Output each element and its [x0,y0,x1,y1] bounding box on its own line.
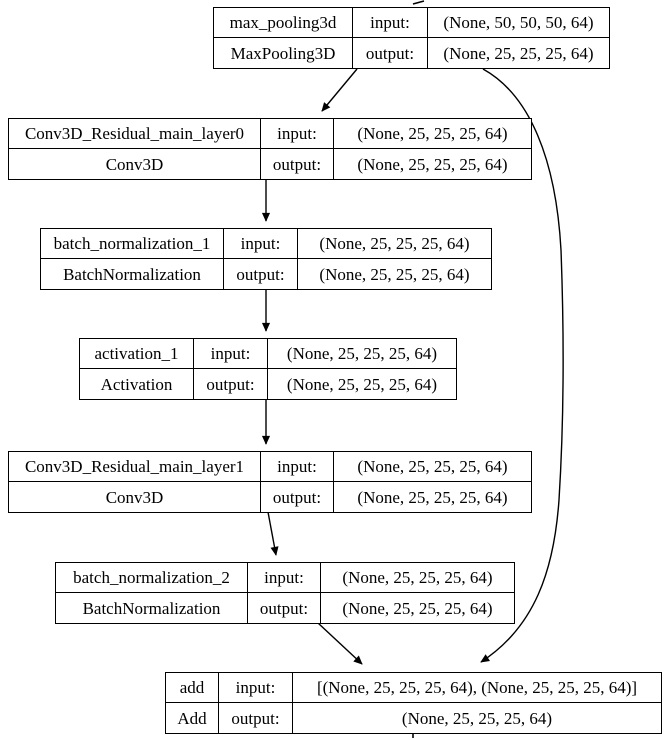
input-label: input: [248,563,321,593]
node-activation-1 [79,338,457,400]
input-shape: (None, 25, 25, 25, 64) [334,119,531,149]
output-label: output: [194,369,268,399]
output-shape: (None, 25, 25, 25, 64) [342,598,493,618]
input-label: input: [261,119,334,149]
edge-conv1-to-bn2 [268,512,276,555]
output-shape: (None, 25, 25, 25, 64) [357,154,508,174]
layer-type: Activation [80,369,194,399]
node-conv3d-residual-main-layer1 [8,451,532,513]
output-shape: (None, 25, 25, 25, 64) [401,708,553,728]
edge-maxpool-to-conv0 [322,69,357,111]
layer-name: Conv3D_Residual_main_layer1 [9,452,261,482]
edge-bn2-to-add [318,623,362,664]
layer-type: Conv3D [9,149,261,179]
input-label: input: [219,673,293,703]
input-shape: (None, 25, 25, 25, 64) [298,229,491,259]
input-label: input: [353,8,428,38]
layer-type: BatchNormalization [56,593,248,623]
node-add [165,672,662,734]
cropped-edge-stub-top [413,1,424,4]
input-label: input: [224,229,298,259]
layer-type: Add [166,703,219,733]
input-label: input: [261,452,334,482]
layer-type: MaxPooling3D [214,38,353,68]
layer-name: max_pooling3d [214,8,353,38]
output-label: output: [219,703,293,733]
layer-name: Conv3D_Residual_main_layer0 [9,119,261,149]
node-batch-normalization-2 [55,562,515,624]
layer-name: add [166,673,219,703]
node-conv3d-residual-main-layer0 [8,118,532,180]
output-shape: (None, 25, 25, 25, 64) [286,374,438,394]
output-label: output: [353,38,428,68]
input-shape: (None, 25, 25, 25, 64) [268,339,456,369]
input-shape: [(None, 25, 25, 25, 64), (None, 25, 25, 25, 64)] [293,673,661,703]
layer-type: BatchNormalization [41,259,224,289]
node-max-pooling3d [213,7,610,69]
output-shape: (None, 25, 25, 25, 64) [319,264,470,284]
layer-name: activation_1 [80,339,194,369]
output-label: output: [261,482,334,512]
output-shape: (None, 25, 25, 25, 64) [357,487,508,507]
output-label: output: [261,149,334,179]
input-shape: (None, 50, 50, 50, 64) [428,8,609,38]
input-shape: (None, 25, 25, 25, 64) [321,563,514,593]
layer-type: Conv3D [9,482,261,512]
layer-name: batch_normalization_2 [56,563,248,593]
output-label: output: [248,593,321,623]
input-shape: (None, 25, 25, 25, 64) [334,452,531,482]
node-batch-normalization-1 [40,228,492,290]
output-label: output: [224,259,298,289]
input-label: input: [194,339,268,369]
layer-name: batch_normalization_1 [41,229,224,259]
output-shape: (None, 25, 25, 25, 64) [443,43,594,63]
